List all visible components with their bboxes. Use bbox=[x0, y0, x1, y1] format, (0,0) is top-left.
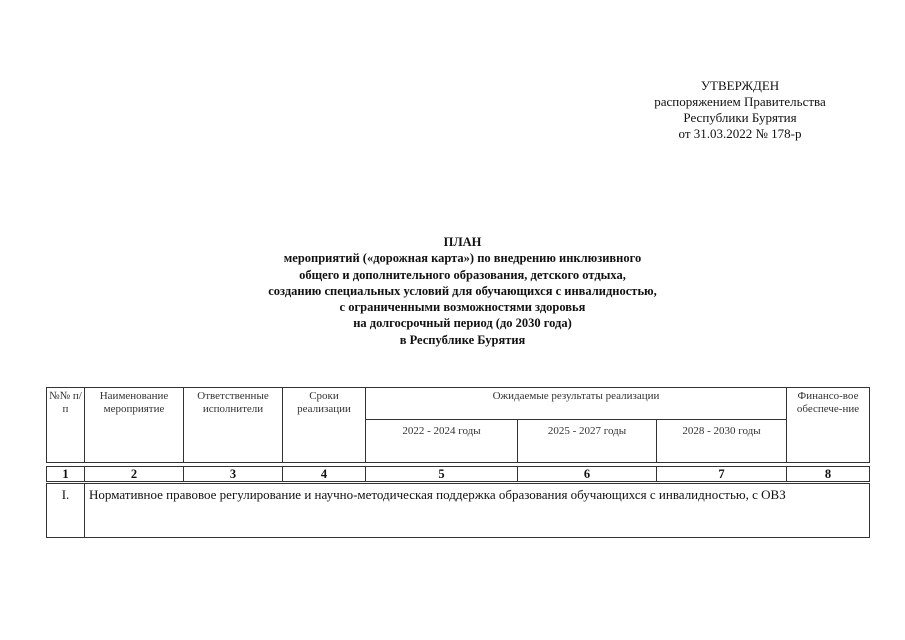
column-number: 8 bbox=[787, 467, 870, 482]
column-number: 3 bbox=[184, 467, 283, 482]
plan-subtitle-line: общего и дополнительного образования, детского отдыха, bbox=[299, 267, 626, 282]
approval-line: от 31.03.2022 № 178-р bbox=[678, 126, 802, 141]
column-number: 1 bbox=[47, 467, 85, 482]
column-numbers-row bbox=[46, 466, 870, 482]
plan-title: ПЛАН bbox=[443, 235, 482, 249]
column-number: 4 bbox=[283, 467, 366, 482]
plan-subtitle-line: мероприятий («дорожная карта») по внедрению инклюзивного bbox=[283, 251, 642, 266]
plan-subtitle-line: на долгосрочный период (до 2030 года) bbox=[353, 316, 572, 331]
plan-subtitle-line: с ограниченными возможностями здоровья bbox=[339, 300, 586, 315]
header-terms: Сроки реализации bbox=[283, 388, 366, 463]
column-number: 5 bbox=[366, 467, 518, 482]
column-number: 2 bbox=[85, 467, 184, 482]
approval-line: распоряжением Правительства bbox=[654, 94, 826, 109]
header-name: Наименование мероприятие bbox=[85, 388, 184, 463]
header-finance: Финансо-вое обеспече-ние bbox=[787, 388, 870, 463]
approval-stamp bbox=[620, 78, 860, 142]
header-year-range: 2022 - 2024 годы bbox=[366, 420, 518, 463]
header-responsible: Ответственные исполнители bbox=[184, 388, 283, 463]
header-expected-results: Ожидаемые результаты реализации bbox=[366, 388, 787, 420]
header-year-range: 2025 - 2027 годы bbox=[518, 420, 657, 463]
table-header bbox=[46, 387, 870, 463]
approval-line: УТВЕРЖДЕН bbox=[700, 78, 780, 93]
header-year-range: 2028 - 2030 годы bbox=[657, 420, 787, 463]
column-number: 7 bbox=[657, 467, 787, 482]
plan-heading bbox=[180, 234, 745, 348]
section-number: I. bbox=[47, 484, 85, 538]
section-row bbox=[46, 483, 870, 538]
header-num: №№ п/п bbox=[47, 388, 85, 463]
approval-line: Республики Бурятия bbox=[683, 110, 797, 125]
plan-subtitle-line: созданию специальных условий для обучающихся с инвалидностью, bbox=[268, 283, 657, 298]
section-title: Нормативное правовое регулирование и научно-методическая поддержка образования обучающихся с инвалидностью, с ОВЗ bbox=[85, 484, 870, 538]
plan-subtitle-line: в Республике Бурятия bbox=[399, 332, 526, 347]
column-number: 6 bbox=[518, 467, 657, 482]
